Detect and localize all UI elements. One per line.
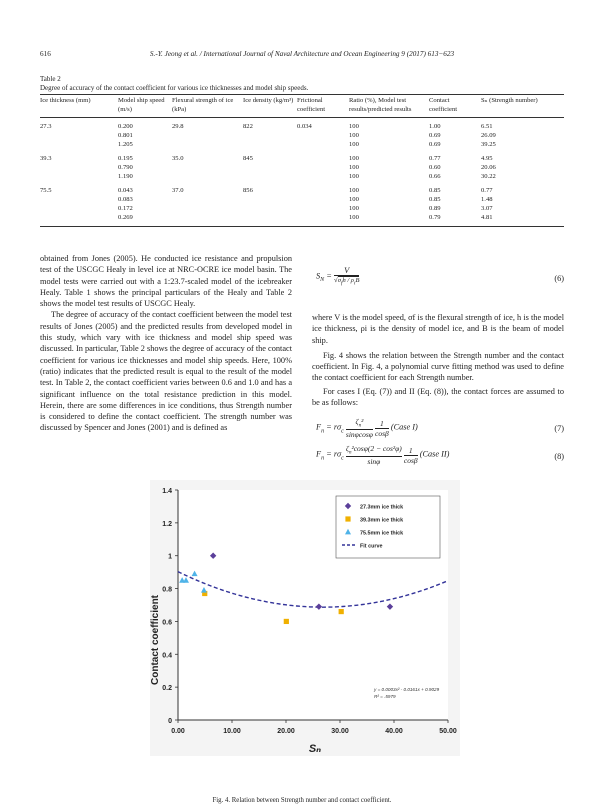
- table-cell: 0.77: [429, 155, 441, 163]
- table-cell: 100: [349, 155, 359, 163]
- x-tick-label: 10.00: [223, 728, 241, 735]
- table-row: [40, 205, 564, 214]
- table-cell: 100: [349, 187, 359, 195]
- table-cell: 0.195: [118, 155, 133, 163]
- equation-8: $F_n = r\sigma_c$ $\frac{\zeta_n^2\cos\varphi(2 - \cos^2\varphi)}{\sin\varphi}$ $\frac{1}{\cos\beta}$ (Case II) (8): [316, 444, 564, 466]
- table-caption: [40, 75, 308, 93]
- table-header-cell: Frictional coefficient: [297, 95, 349, 118]
- table-row: [40, 182, 564, 196]
- table-header-cell: Ice density (kg/m³): [243, 95, 297, 118]
- table-cell: 0.801: [118, 132, 133, 140]
- table-cell: [40, 214, 118, 227]
- y-tick-label: 0: [168, 718, 172, 725]
- y-tick-label: 0.6: [162, 619, 172, 627]
- table-cell: 1.205: [118, 141, 133, 149]
- table-label: Table 2: [40, 75, 61, 83]
- table-header-cell: Model ship speed (m/s): [118, 95, 172, 118]
- page-number: 616: [40, 50, 51, 58]
- table-cell: 0.790: [118, 164, 133, 172]
- x-tick-label: 40.00: [385, 728, 403, 735]
- y-axis-label: Contact coefficient: [150, 594, 161, 686]
- paragraph: Fig. 4 shows the relation between the Strength number and the contact coefficient. In Fig. 4, a polynomial curve fitting method was used to define the contact coefficient for each Strength number.: [312, 350, 564, 383]
- table-cell: 4.95: [481, 155, 493, 163]
- table-row: [40, 141, 564, 150]
- figure-4-chart: [150, 480, 460, 756]
- table-row: [40, 196, 564, 205]
- table-row: [40, 164, 564, 173]
- table-cell: 20.06: [481, 164, 496, 172]
- table-title: Degree of accuracy of the contact coefficient for various ice thicknesses and model ship speeds.: [40, 84, 309, 92]
- table-cell: 0.083: [118, 196, 133, 204]
- table-cell: [243, 173, 297, 182]
- table-cell: [40, 132, 118, 141]
- table-row: [40, 150, 564, 164]
- paragraph: For cases I (Eq. (7)) and II (Eq. (8)), the contact forces are assumed to be as follows:: [312, 386, 564, 408]
- table-cell: [297, 173, 349, 182]
- fit-equation: y = 0.0003x² - 0.0161x + 0.9029: [374, 687, 440, 692]
- y-tick-label: 1.4: [162, 488, 172, 495]
- table-cell: [40, 164, 118, 173]
- legend-label: Fit curve: [360, 543, 383, 550]
- table-cell: [40, 205, 118, 214]
- table-cell: [172, 164, 243, 173]
- x-tick-label: 20.00: [277, 728, 295, 735]
- legend-label: 27.3mm ice thick: [360, 504, 404, 511]
- table-cell: 3.07: [481, 205, 493, 213]
- table-cell: 39.25: [481, 141, 496, 149]
- table-cell: 100: [349, 164, 359, 172]
- y-tick-label: 0.4: [162, 652, 172, 660]
- paragraph: obtained from Jones (2005). He conducted ice resistance and propulsion test of the USCGC Healy in level ice at NRC-OCRE ice model basin. The model tests were carried out with a 1:23.7-scaled model of the icebreaker Healy. Table 1 shows the principal particulars of the Healy and Table 2 shows the model test results of USCGC Healy.: [40, 254, 292, 309]
- data-point: [284, 619, 289, 624]
- table-cell: 0.89: [429, 205, 441, 213]
- table-row: [40, 118, 564, 133]
- y-tick-label: 0.2: [162, 685, 172, 693]
- table-cell: 39.3: [40, 155, 52, 163]
- figure-caption: Fig. 4. Relation between Strength number and contact coefficient.: [212, 797, 392, 804]
- table-cell: 0.269: [118, 214, 172, 227]
- table-header-cell: Sₙ (Strength number): [481, 95, 564, 118]
- table-cell: [297, 205, 349, 214]
- table-cell: [243, 205, 297, 214]
- legend-label: 75.5mm ice thick: [360, 530, 404, 537]
- table-cell: [243, 141, 297, 150]
- table-cell: 0.172: [118, 205, 133, 213]
- legend-label: 39.3mm ice thick: [360, 517, 404, 524]
- table-cell: 822: [243, 123, 253, 131]
- journal-citation: S.-Y. Jeong et al. / International Journal of Naval Architecture and Ocean Engineering 9 (2017) 613−623: [149, 50, 455, 58]
- table-cell: 37.0: [172, 187, 184, 195]
- table-header-cell: Ratio (%), Model test results/predicted results: [349, 95, 429, 118]
- table-header-cell: Ice thickness (mm): [40, 95, 118, 118]
- table-cell: 35.0: [172, 155, 184, 163]
- table-cell: 0.69: [429, 132, 441, 140]
- table-cell: [172, 205, 243, 214]
- table-cell: [172, 196, 243, 205]
- table-cell: 6.51: [481, 123, 493, 131]
- table-cell: 0.66: [429, 173, 441, 181]
- table-cell: 0.043: [118, 187, 133, 195]
- fit-r-squared: R² = .5979: [374, 694, 396, 699]
- table-cell: [297, 141, 349, 150]
- paragraph: The degree of accuracy of the contact coefficient between the model test results of Jones (2005) and the predicted results from developed model in this study, which vary with ice thickness and model ship speed was discussed. In particular, Table 2 shows the degree of accuracy of the contact coefficient for various ice thicknesses and model ship speeds. Here, 100% (ratio) indicates that the predicted result is equal to the result of the model test. In Table 2, the contact coefficient varies between 0.6 and 1.0 and has a significant influence on the total resistance prediction in this model. Herein, there are some differences in ice conditions, thus Strength number is considered to define the contact coefficient. The strength number was discussed by Spencer and Jones (2001) and is defined as: [40, 310, 292, 433]
- y-tick-label: 0.8: [162, 586, 172, 594]
- table-cell: 100: [349, 196, 359, 204]
- table-row: [40, 173, 564, 182]
- table-cell: 0.200: [118, 123, 133, 131]
- table-cell: [40, 196, 118, 205]
- table-cell: [297, 182, 349, 196]
- data-point: [339, 609, 344, 614]
- legend-marker: [345, 516, 350, 521]
- table-cell: 0.60: [429, 164, 441, 172]
- table-cell: [40, 141, 118, 150]
- table-cell: [243, 164, 297, 173]
- x-tick-label: 0.00: [171, 728, 185, 735]
- x-tick-label: 30.00: [331, 728, 349, 735]
- table-cell: 30.22: [481, 173, 496, 181]
- table-cell: 0.85: [429, 196, 441, 204]
- table-cell: 0.69: [429, 141, 441, 149]
- table-cell: 1.48: [481, 196, 493, 204]
- table-cell: 100: [349, 141, 359, 149]
- table-cell: [172, 132, 243, 141]
- table-cell: [243, 196, 297, 205]
- table-cell: 100: [349, 123, 359, 131]
- table-cell: 100: [349, 214, 429, 227]
- right-column: [312, 254, 564, 472]
- table-cell: 27.3: [40, 123, 52, 131]
- table-header-cell: Flexural strength of ice (kPa): [172, 95, 243, 118]
- x-tick-label: 50.00: [439, 728, 457, 735]
- table-cell: 100: [349, 173, 359, 181]
- table-cell: [297, 150, 349, 164]
- table-cell: [172, 141, 243, 150]
- table-cell: 856: [243, 187, 253, 195]
- left-column: [40, 253, 292, 434]
- table-cell: 845: [243, 155, 253, 163]
- table-cell: 29.8: [172, 123, 184, 131]
- y-tick-label: 1.2: [162, 520, 172, 528]
- equation-number: (6): [554, 274, 564, 283]
- paragraph: where V is the model speed, σf is the flexural strength of ice, h is the model ice thickness, ρi is the density of model ice, and B is the beam of model ship.: [312, 313, 564, 345]
- table-cell: 0.85: [429, 187, 441, 195]
- table-cell: [297, 196, 349, 205]
- table-cell: [297, 214, 349, 227]
- table-cell: 0.034: [297, 123, 312, 131]
- table-cell: [243, 132, 297, 141]
- equation-7: $F_n = r\sigma_c$ $\frac{\zeta_n^2}{\sin\varphi\cos\varphi}$ $\frac{1}{\cos\beta}$ (Case I) (7): [316, 417, 564, 439]
- table-row: [40, 132, 564, 141]
- table-cell: [243, 214, 297, 227]
- table-cell: [297, 132, 349, 141]
- equation-6: $S_N$ = V $√\sigma_fh / \rho_iB$ (6): [316, 266, 564, 287]
- table-cell: 26.09: [481, 132, 496, 140]
- table-cell: [40, 173, 118, 182]
- table-cell: 0.77: [481, 187, 493, 195]
- table-2: [40, 94, 564, 227]
- table-cell: 4.81: [481, 214, 564, 227]
- equation-number: (7): [554, 424, 564, 434]
- table-cell: [172, 173, 243, 182]
- table-cell: 0.79: [429, 214, 481, 227]
- equation-number: (8): [554, 452, 564, 462]
- table-cell: 75.5: [40, 187, 52, 195]
- table-cell: [172, 214, 243, 227]
- y-tick-label: 1: [168, 553, 172, 561]
- table-row: [40, 214, 564, 227]
- table-cell: 100: [349, 132, 359, 140]
- table-cell: [297, 164, 349, 173]
- table-header-cell: Contact coefficient: [429, 95, 481, 118]
- table-cell: 100: [349, 205, 359, 213]
- table-cell: 1.00: [429, 123, 441, 131]
- x-axis-label: Sₙ: [308, 743, 322, 755]
- table-cell: 1.190: [118, 173, 133, 181]
